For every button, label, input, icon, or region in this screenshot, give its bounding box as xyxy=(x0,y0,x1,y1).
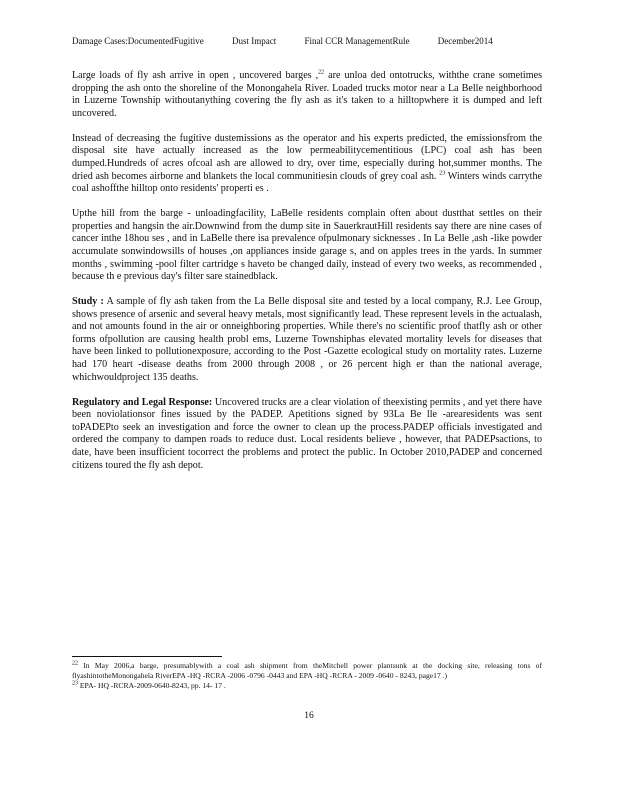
section-label-regulatory: Regulatory and Legal Response: xyxy=(72,396,213,408)
header-rule: Final CCR ManagementRule xyxy=(304,36,410,46)
footnote-22 xyxy=(72,661,542,681)
footnote-ref[interactable]: 23 xyxy=(439,170,446,177)
header-doc-type: Damage Cases:DocumentedFugitive xyxy=(72,36,204,46)
paragraph-text: A sample of fly ash taken from the La Belle disposal site and tested by a local company, R.J. Lee Group, shows presence of arsenic and several heavy metals, most significantly lead. These represent levels in the actualash, and not amounts found in the air or onneighboring properties. While there's no scientific proof thatfly ash or other forms ofpollution are causing health probl ems, Luzerne Townshiphas elevated mortality levels for diseases that have been linked to pollutionexposure, according to the Post -Gazette ecological study on mortality rates. Luzerne had 170 heart -disease deaths from 2000 through 2008 , or 26 percent high er than the national average, whichwouldproject 135 deaths. xyxy=(72,296,542,383)
footnote-number: 23 xyxy=(72,680,78,687)
footnote-23 xyxy=(72,681,542,691)
header-date: December2014 xyxy=(437,36,493,46)
paragraph-study xyxy=(72,296,542,384)
body-text xyxy=(72,70,542,485)
paragraph-emissions xyxy=(72,133,542,196)
header-topic: Dust Impact xyxy=(231,36,277,46)
footnote-ref[interactable]: 22 xyxy=(318,69,325,76)
footnote-divider xyxy=(72,656,222,657)
footnote-text: In May 2006,a barge, presumablywith a coal ash shipment from theMitchell power plantsunk at the docking site, releasing tons of flyashintotheMonongahela RiverEPA -HQ -RCRA -2006 -0796 -0443 and EPA -HQ -RCRA - 2009 -0640 - 8243, page17 .) xyxy=(72,661,542,680)
footnotes xyxy=(72,661,542,691)
paragraph-text: Uncovered trucks are a clear violation of theexisting permits , and yet there have been noviolationsor fines issued by the PADEP. Apetitions signed by 93La Be lle -arearesidents was sent toPADEPto seek an investigation and force the owner to clean up the process.PADEP officials investigated and ordered the company to dampen roads to reduce dust. Local residents believe , however, that PADEPsactions, to date, have been insufficient tocorrect the problems and protect the public. In October 2010,PADEP and concerned citizens toured the fly ash depot. xyxy=(72,396,542,471)
paragraph-regulatory xyxy=(72,397,542,473)
paragraph-text: Winters winds carrythe coal ashoffthe hilltop onto residents' properti es . xyxy=(72,170,542,195)
paragraph-text: Instead of decreasing the fugitive dustemissions as the operator and his experts predicted, the emissionsfrom the disposal site have actually increased as the low permeabilitycementitious (LPC) coal ash has been dumped.Hundreds of acres ofcoal ash are allowed to dry, over time, especially during hot,summer months. The dried ash becomes airborne and blankets the local communitiesin clouds of grey coal ash. xyxy=(72,132,542,182)
footnote-text: EPA- HQ -RCRA-2009-0640-8243, pp. 14- 17 . xyxy=(78,681,226,690)
paragraph-text: Large loads of fly ash arrive in open , uncovered barges , xyxy=(72,70,319,81)
running-header xyxy=(72,36,552,46)
paragraph-text: are unloa ded ontotrucks, withthe crane sometimes dropping the ash onto the shoreline of the Monongahela River. Loaded trucks motor near a La Belle neighborhood in Luzerne Township withoutanything covering the fly ash as it's taken to a hilltopwhere it is dumped and left uncovered. xyxy=(72,70,542,119)
page-number: 16 xyxy=(304,711,314,721)
section-label-study: Study : xyxy=(72,296,104,308)
footnote-number: 22 xyxy=(72,660,78,667)
paragraph-barges xyxy=(72,70,542,120)
paragraph-residents: Upthe hill from the barge - unloadingfacility, LaBelle residents complain often about dustthat settles on their properties and hangsin the air.Downwind from the dump site in SauerkrautHill residents say there are nine cases of cancer inthe 18hou ses , and in LaBelle there isa prevalence ofpulmonary sicknesses . In La Belle ,ash -like powder accumulate sonwindowsills of houses ,on appliances inside garage s, and on apples trees in the yards. In summer months , swimming -pool filter cartridge s haveto be changed daily, instead of every two weeks, as recommended , because th e previous day's filter sare stainedblack. xyxy=(72,208,542,283)
